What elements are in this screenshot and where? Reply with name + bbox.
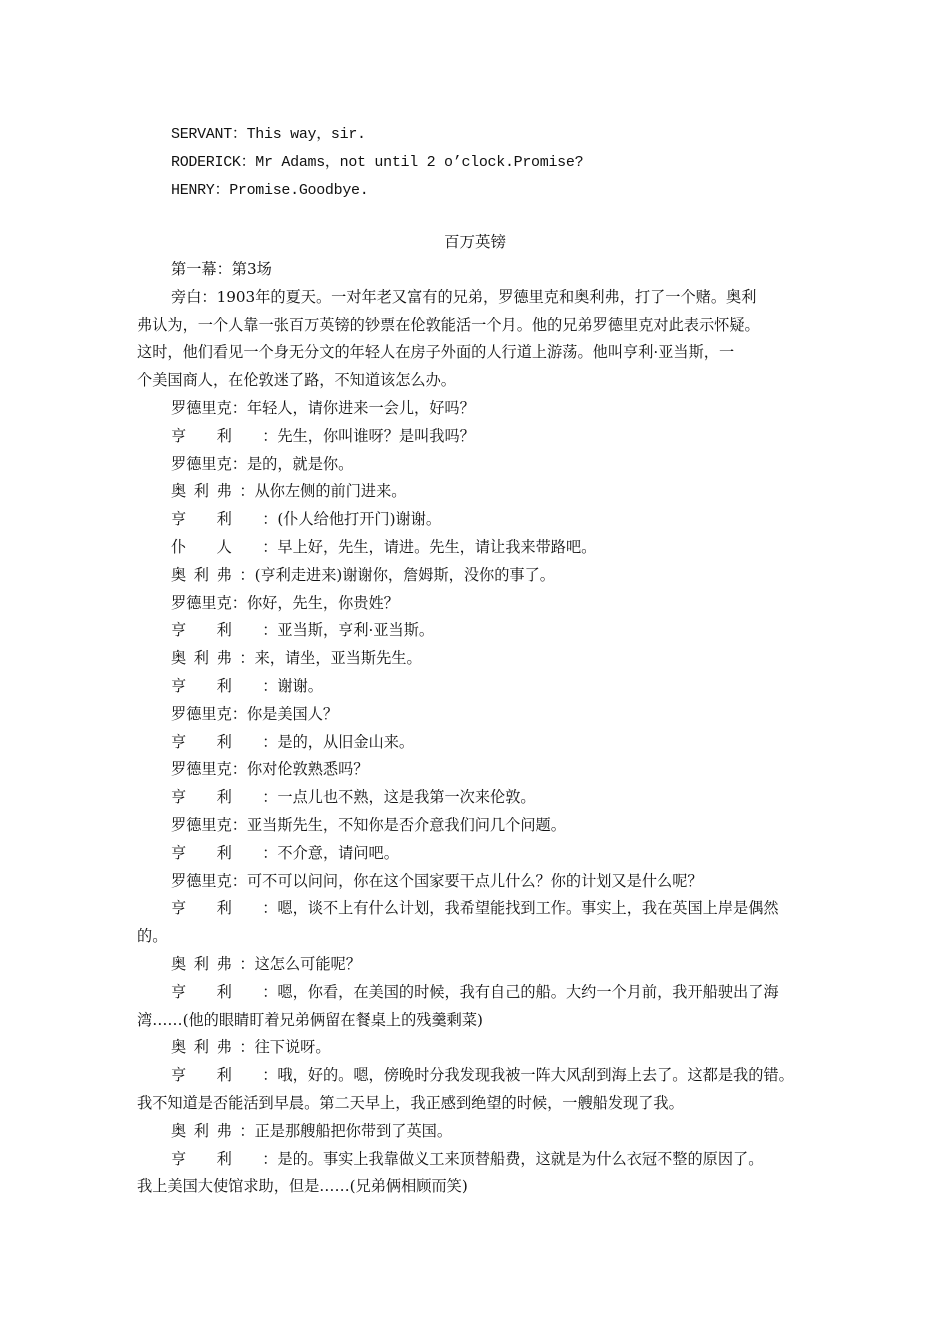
dialogue-text: ：谢谢。 <box>262 676 323 695</box>
dialogue-text: ：一点儿也不熟，这是我第一次来伦敦。 <box>262 788 536 807</box>
speaker-name: 亨利 <box>171 899 263 918</box>
speaker-name: 罗德里克 <box>171 593 232 612</box>
speaker-name: 罗德里克 <box>171 704 232 723</box>
speaker-name: 亨利 <box>171 621 263 640</box>
dialogue-continuation: 湾……(他的眼睛盯着兄弟俩留在餐桌上的残羹剩菜) <box>137 1010 483 1029</box>
dialogue-text: ：(仆人给他打开门)谢谢。 <box>262 510 442 529</box>
dialogue-line <box>137 423 827 451</box>
speaker-name: 亨利 <box>171 982 263 1001</box>
dialogue-text: ：是的。事实上我靠做义工来顶替船费，这就是为什么衣冠不整的原因了。 <box>262 1149 764 1168</box>
speaker-name: 奥利弗 <box>171 954 240 973</box>
dialogue-line <box>137 590 827 618</box>
narration-line: 旁白：1903年的夏天。一对年老又富有的兄弟，罗德里克和奥利弗，打了一个赌。奥利 <box>171 287 757 306</box>
dialogue-text: ：正是那艘船把你带到了英国。 <box>239 1121 452 1140</box>
dialogue-line <box>137 784 827 812</box>
dialogue-line <box>137 673 827 701</box>
dialogue-text: ：先生，你叫谁呀？是叫我吗？ <box>262 426 475 445</box>
dialogue-line <box>137 562 827 590</box>
dialogue-line <box>137 951 827 979</box>
dialogue-continuation: 我上美国大使馆求助，但是……(兄弟俩相顾而笑) <box>137 1177 468 1196</box>
speaker-name: 亨利 <box>171 1066 263 1085</box>
speaker-name: 亨利 <box>171 732 263 751</box>
script-body <box>137 256 827 1201</box>
speaker-name: 罗德里克 <box>171 398 232 417</box>
dialogue-line <box>137 812 827 840</box>
speaker-name: 奥利弗 <box>171 1038 240 1057</box>
dialogue-line <box>137 756 827 784</box>
dialogue-line <box>137 645 827 673</box>
dialogue-text: ：不介意，请问吧。 <box>262 843 399 862</box>
english-line-servant: SERVANT：This way，sir. <box>171 126 366 143</box>
speaker-name: 亨利 <box>171 510 263 529</box>
dialogue-line <box>137 1118 827 1146</box>
dialogue-line <box>137 395 827 423</box>
dialogue-text: ：往下说呀。 <box>239 1038 331 1057</box>
dialogue-text: ：这怎么可能呢？ <box>239 954 361 973</box>
dialogue-continuation: 的。 <box>137 927 168 946</box>
speaker-name: 奥利弗 <box>171 482 240 501</box>
narration-line: 这时，他们看见一个身无分文的年轻人在房子外面的人行道上游荡。他叫亨利·亚当斯，一 <box>137 343 735 362</box>
dialogue-text: ：来，请坐，亚当斯先生。 <box>239 649 422 668</box>
speaker-name: 罗德里克 <box>171 760 232 779</box>
english-line-roderick: RODERICK：Mr Adams，not until 2 o’clock.Promise? <box>171 154 584 171</box>
dialogue-text: ：可不可以问问，你在这个国家要干点儿什么？你的计划又是什么呢？ <box>231 871 703 890</box>
speaker-name: 亨利 <box>171 676 263 695</box>
speaker-name: 罗德里克 <box>171 815 232 834</box>
dialogue-text: ：(亨利走进来)谢谢你，詹姆斯，没你的事了。 <box>239 565 555 584</box>
dialogue-text: ：嗯，谈不上有什么计划，我希望能找到工作。事实上，我在英国上岸是偶然 <box>262 899 779 918</box>
speaker-name: 亨利 <box>171 426 263 445</box>
speaker-name: 奥利弗 <box>171 1121 240 1140</box>
dialogue-text: ：从你左侧的前门进来。 <box>239 482 407 501</box>
speaker-name: 奥利弗 <box>171 649 240 668</box>
dialogue-text: ：你是美国人？ <box>231 704 339 723</box>
dialogue-text: ：亚当斯先生，不知你是否介意我们问几个问题。 <box>231 815 566 834</box>
speaker-name: 亨利 <box>171 843 263 862</box>
dialogue-text: ：嗯，你看，在美国的时候，我有自己的船。大约一个月前，我开船驶出了海 <box>262 982 779 1001</box>
dialogue-line <box>137 1034 827 1062</box>
dialogue-line <box>137 534 827 562</box>
speaker-name: 罗德里克 <box>171 454 232 473</box>
dialogue-text: ：你好，先生，你贵姓？ <box>231 593 399 612</box>
dialogue-line <box>137 840 827 868</box>
dialogue-line <box>137 895 827 923</box>
english-line-henry: HENRY：Promise.Goodbye. <box>171 182 369 199</box>
narration-line: 个美国商人，在伦敦迷了路，不知道该怎么办。 <box>137 371 456 390</box>
dialogue-line <box>137 617 827 645</box>
dialogue-text: ：年轻人，请你进来一会儿，好吗？ <box>231 398 475 417</box>
dialogue-text: ：亚当斯，亨利·亚当斯。 <box>262 621 435 640</box>
document-title: 百万英镑 <box>443 233 506 251</box>
dialogue-line <box>137 478 827 506</box>
dialogue-text: ：你对伦敦熟悉吗？ <box>231 760 369 779</box>
dialogue-text: ：哦，好的。嗯，傍晚时分我发现我被一阵大风刮到海上去了。这都是我的错。 <box>262 1066 794 1085</box>
speaker-name: 奥利弗 <box>171 565 240 584</box>
dialogue-line <box>137 701 827 729</box>
act-scene-heading: 第一幕：第3场 <box>171 260 272 278</box>
dialogue-line <box>137 979 827 1007</box>
dialogue-line <box>137 729 827 757</box>
dialogue-line <box>137 1146 827 1174</box>
dialogue-line <box>137 1062 827 1090</box>
dialogue-line <box>137 506 827 534</box>
speaker-name: 亨利 <box>171 788 263 807</box>
narration-line: 弗认为，一个人靠一张百万英镑的钞票在伦敦能活一个月。他的兄弟罗德里克对此表示怀疑。 <box>137 315 760 334</box>
dialogue-text: ：是的，就是你。 <box>231 454 354 473</box>
speaker-name: 仆人 <box>171 537 263 556</box>
dialogue-text: ：是的，从旧金山来。 <box>262 732 415 751</box>
dialogue-continuation: 我不知道是否能活到早晨。第二天早上，我正感到绝望的时候，一艘船发现了我。 <box>137 1093 684 1112</box>
dialogue-line <box>137 868 827 896</box>
dialogue-text: ：早上好，先生，请进。先生，请让我来带路吧。 <box>262 537 597 556</box>
speaker-name: 罗德里克 <box>171 871 232 890</box>
dialogue-line <box>137 451 827 479</box>
speaker-name: 亨利 <box>171 1149 263 1168</box>
